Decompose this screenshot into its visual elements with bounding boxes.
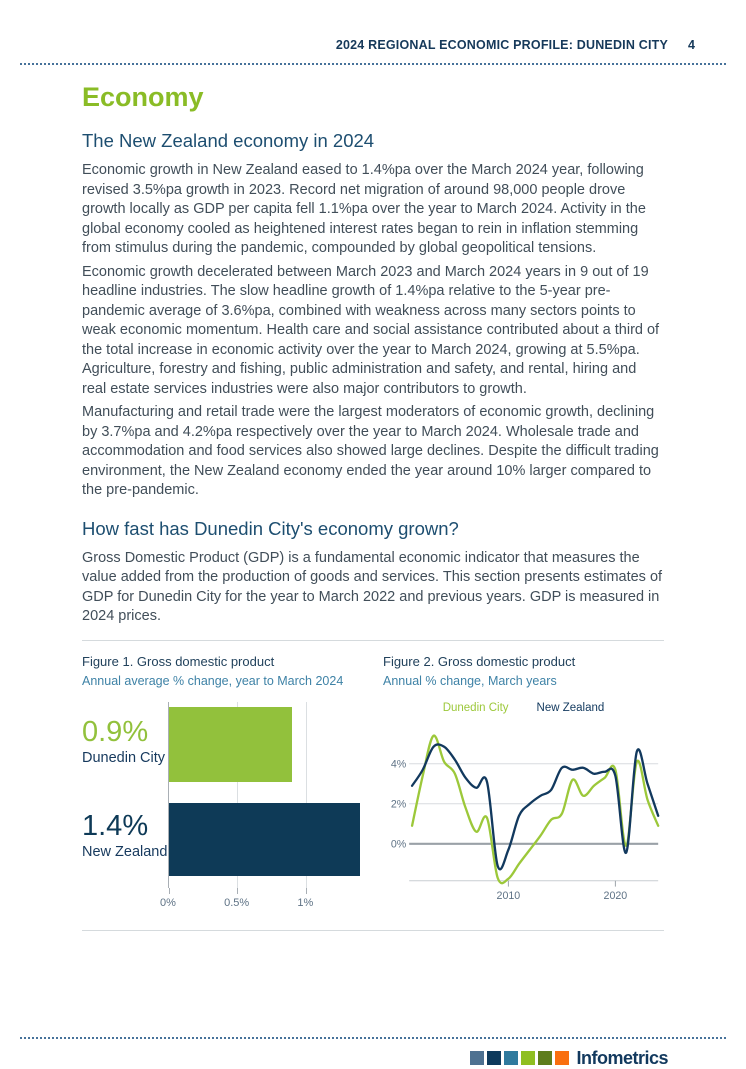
figure1-subtitle: Annual average % change, year to March 2024 <box>82 673 344 688</box>
logo-square <box>470 1051 484 1065</box>
y-tick-label: 2% <box>390 798 407 811</box>
figure2-legend <box>383 702 664 714</box>
bar-label-nz <box>82 810 168 860</box>
section-heading-dunedin-growth: How fast has Dunedin City's economy grown? <box>82 517 459 539</box>
figure1-x-axis-labels <box>160 888 363 914</box>
figure1-bar-chart <box>82 702 363 888</box>
x-tick-label: 1% <box>297 896 314 909</box>
value-label-dunedin: 0.9% <box>82 715 149 748</box>
figure2-title: Figure 2. Gross domestic product <box>383 653 576 669</box>
logo-square <box>555 1051 569 1065</box>
figure-2 <box>383 654 664 914</box>
category-label-dunedin: Dunedin City <box>82 749 166 766</box>
bar-new-zealand <box>169 803 360 876</box>
page-content <box>0 82 746 931</box>
figure1-bar-labels <box>82 702 168 888</box>
paragraph: Economic growth decelerated between March 2023 and March 2024 years in 9 out of 19 headline industries. The slow headline growth of 1.4%pa relative to the 5-year pre-pandemic average of 3.6%pa, combined with weakness across many sectors points to weak economic momentum. Health care and social assistance contributed about a third of the total increase in economic activity over the year to March 2024, growing at 5.5%pa. Agriculture, forestry and fishing, public administration and safety, and rental, hiring and real estate services industries were also major contributors to growth. <box>82 263 660 397</box>
logo-square <box>487 1051 501 1065</box>
value-label-nz: 1.4% <box>82 809 149 842</box>
infometrics-logo-squares <box>470 1051 569 1065</box>
paragraph: Gross Domestic Product (GDP) is a fundamental economic indicator that measures the value added from the production of goods and services. This section presents estimates of GDP for Dunedin City for the year to March 2022 and previous years. GDP is measured in 2024 prices. <box>82 549 663 624</box>
logo-square <box>504 1051 518 1065</box>
header-title: 2024 REGIONAL ECONOMIC PROFILE: DUNEDIN CITY <box>335 38 669 52</box>
legend-item-dunedin: Dunedin City <box>442 701 509 714</box>
y-tick-label: 0% <box>390 838 407 851</box>
x-tick-label: 2020 <box>603 889 628 902</box>
section-heading-nz-economy: The New Zealand economy in 2024 <box>82 130 375 151</box>
footer <box>0 1039 746 1069</box>
paragraph: Economic growth in New Zealand eased to 1.4%pa over the March 2024 year, following revised 3.5%pa growth in 2023. Record net migration of around 98,000 people drove growth locally as GDP per capita fell 1.1%pa over the year to March 2024. Activity in the global economy cooled as heightened interest rates began to rein in inflation stemming from stimulus during the pandemic, compounded by global geopolitical tensions. <box>82 162 646 256</box>
page-header <box>0 0 746 63</box>
paragraph: Manufacturing and retail trade were the largest moderators of economic growth, declining by 3.7%pa and 4.2%pa respectively over the year to March 2024. Wholesale trade and accommodation and food services also showed large declines. Despite the difficult trading environment, the New Zealand economy ended the year around 10% larger compared to the pre-pandemic. <box>82 404 659 498</box>
figures-section <box>82 640 664 931</box>
dunedin-city-line <box>412 735 658 883</box>
figure-1 <box>82 654 363 914</box>
header-divider <box>20 63 726 65</box>
y-tick-label: 4% <box>390 758 407 771</box>
logo-square <box>538 1051 552 1065</box>
x-tick-label: 2010 <box>496 889 521 902</box>
x-tick-label: 0% <box>160 896 176 909</box>
x-tick-label: 0.5% <box>224 896 250 909</box>
figure2-subtitle: Annual % change, March years <box>383 673 557 688</box>
legend-item-nz: New Zealand <box>536 701 605 714</box>
page-title: Economy <box>82 82 204 112</box>
category-label-nz: New Zealand <box>82 843 168 860</box>
bar-dunedin-city <box>169 707 292 782</box>
figure2-line-chart <box>383 718 664 908</box>
page-number: 4 <box>688 38 695 52</box>
figure1-plot-area <box>168 702 363 888</box>
infometrics-logo-text: Infometrics <box>576 1047 668 1068</box>
logo-square <box>521 1051 535 1065</box>
bar-label-dunedin <box>82 716 168 766</box>
figure1-title: Figure 1. Gross domestic product <box>82 653 275 669</box>
